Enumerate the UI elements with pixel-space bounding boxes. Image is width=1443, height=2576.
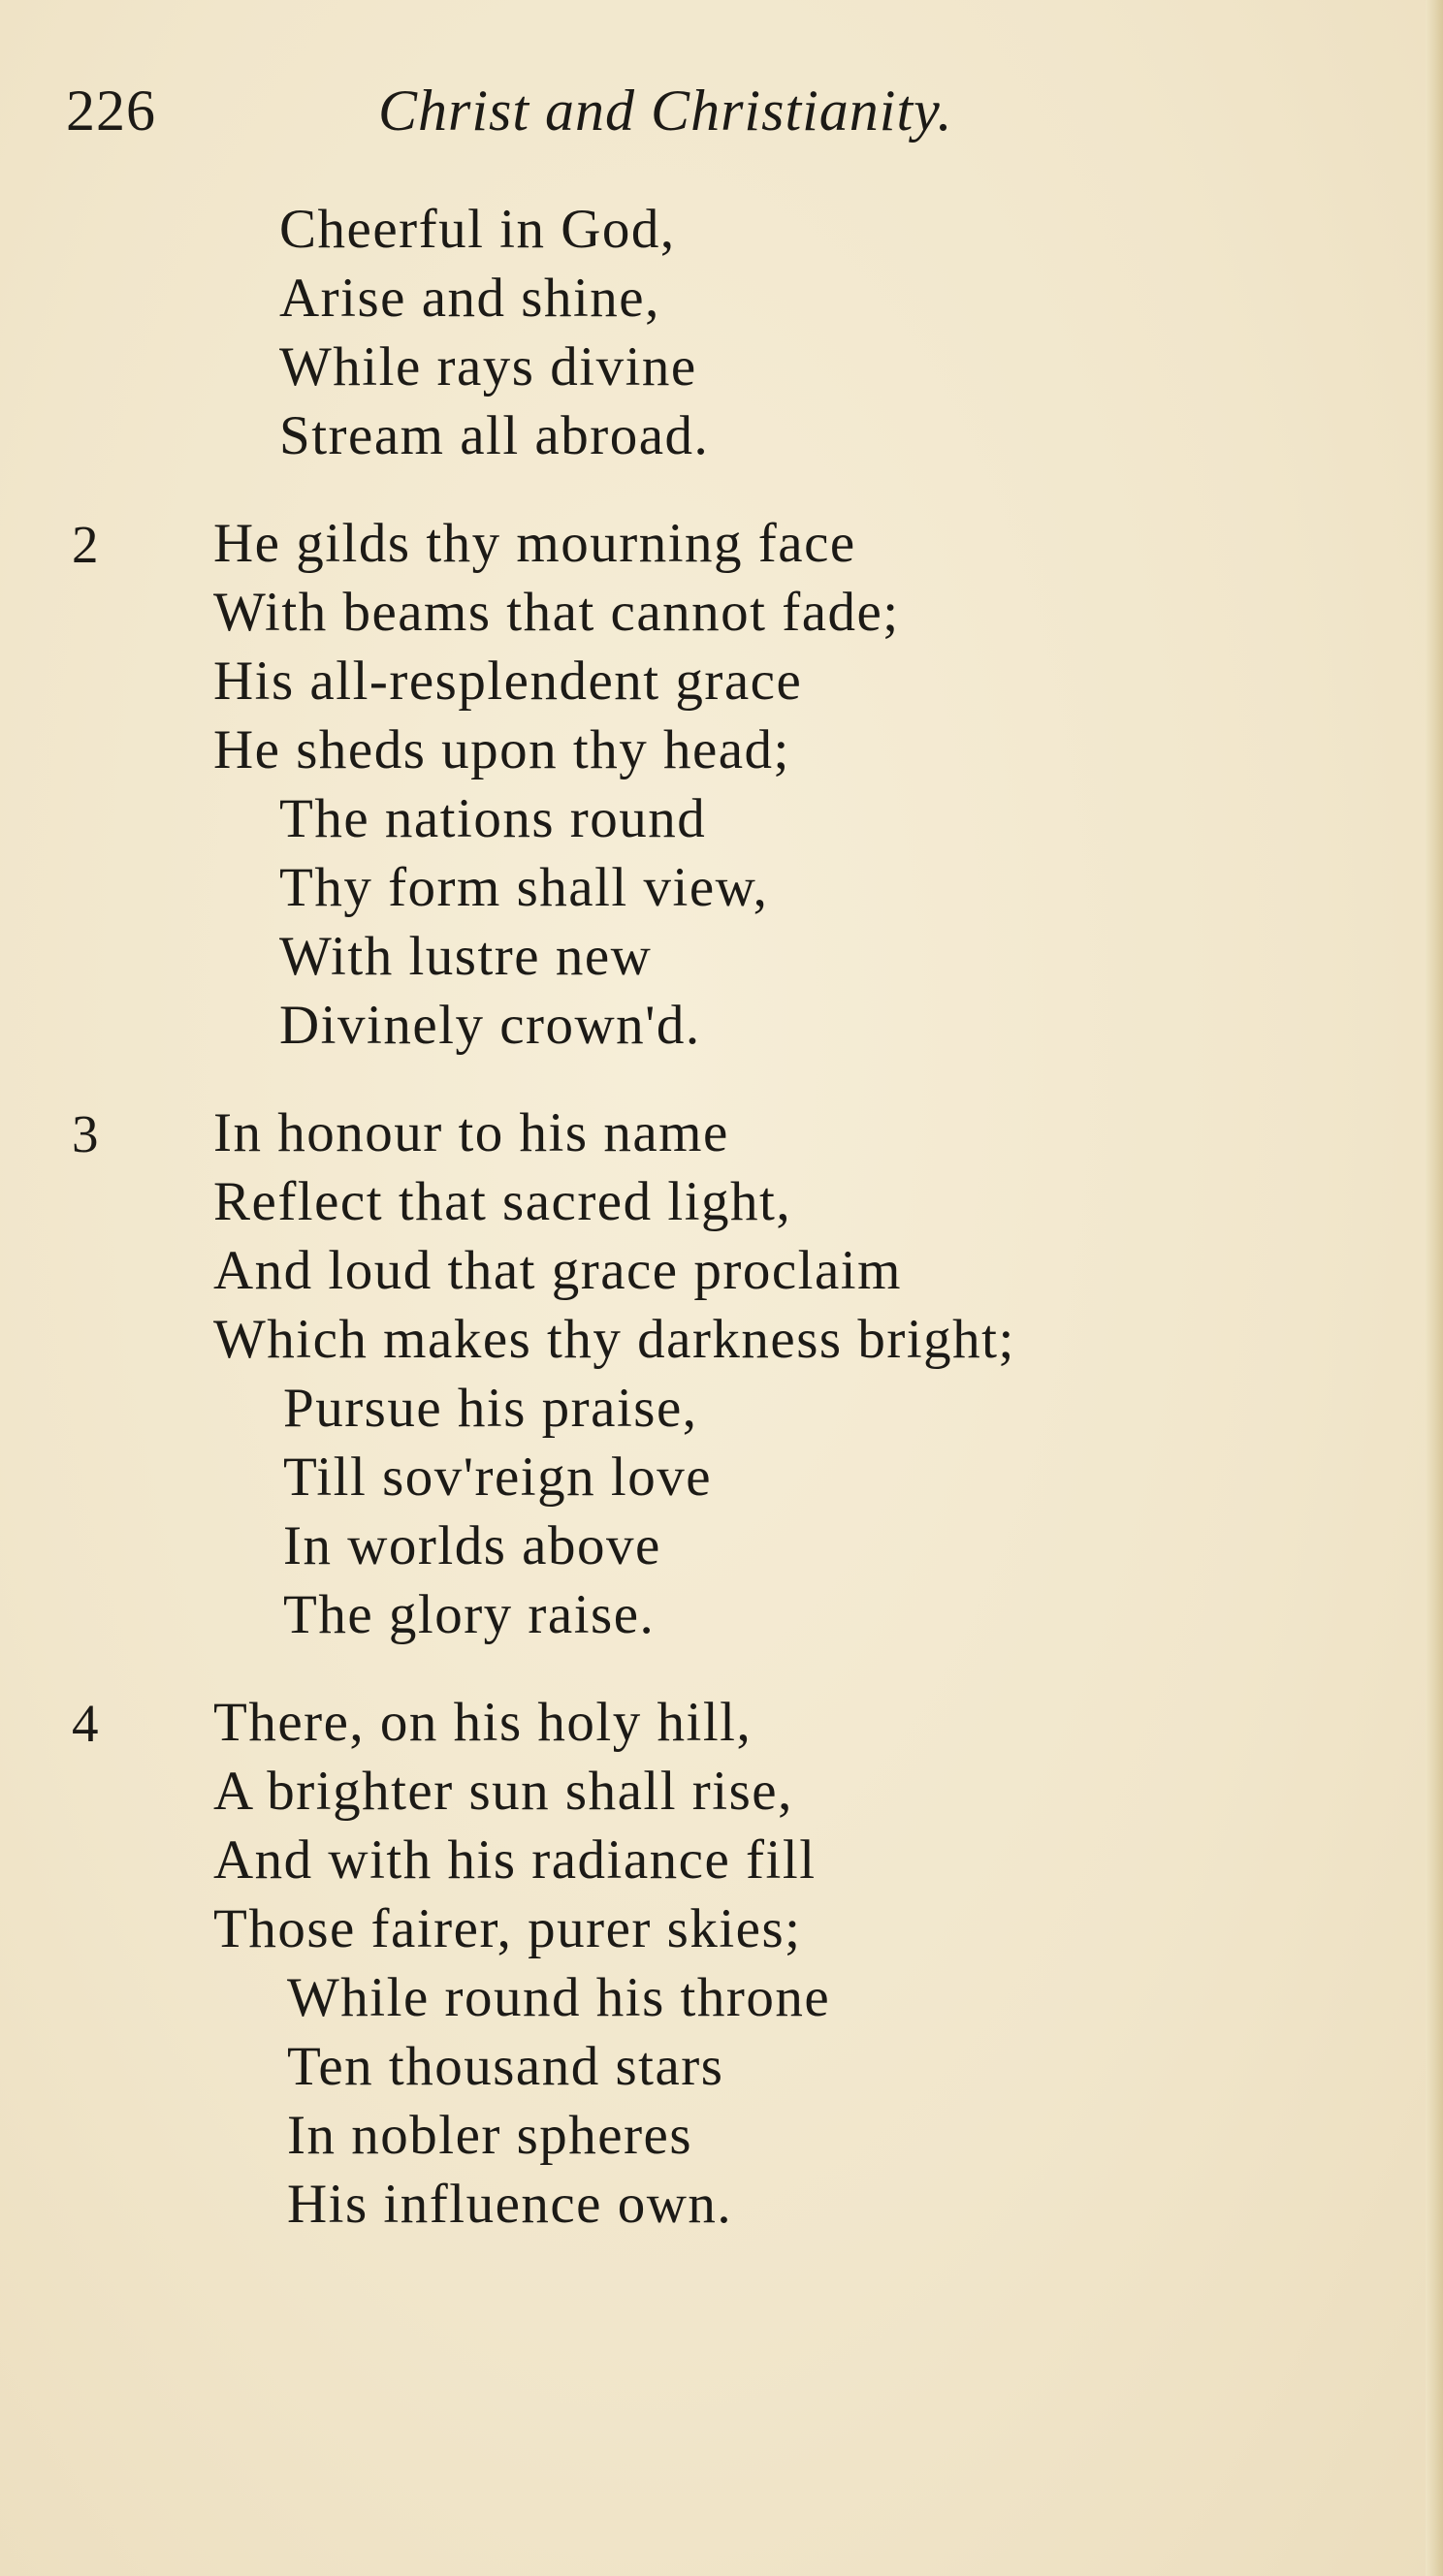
verse-line: With beams that cannot fade; bbox=[213, 582, 900, 643]
verse-line: Pursue his praise, bbox=[283, 1378, 698, 1439]
page-edge bbox=[1426, 0, 1443, 2576]
verse-line: He sheds upon thy head; bbox=[213, 719, 790, 780]
verse-line: Thy form shall view, bbox=[279, 857, 769, 918]
verse-line: And with his radiance fill bbox=[213, 1829, 817, 1891]
verse-line: Those fairer, purer skies; bbox=[213, 1898, 802, 1959]
verse-line: The nations round bbox=[279, 788, 707, 849]
verse-line: A brighter sun shall rise, bbox=[213, 1761, 793, 1822]
verse-line: Which makes thy darkness bright; bbox=[213, 1309, 1015, 1370]
verse-line: With lustre new bbox=[279, 926, 653, 987]
verse-line: Arise and shine, bbox=[279, 268, 660, 329]
verse-line: His all-resplendent grace bbox=[213, 651, 803, 712]
verse-line: He gilds thy mourning face bbox=[213, 513, 856, 574]
verse-line: In nobler spheres bbox=[287, 2105, 693, 2166]
verse-line: Reflect that sacred light, bbox=[213, 1171, 792, 1232]
verse-line: Ten thousand stars bbox=[287, 2036, 724, 2097]
verse-line: Divinely crown'd. bbox=[279, 995, 701, 1056]
verse-line: His influence own. bbox=[287, 2174, 733, 2235]
verse-line: While rays divine bbox=[279, 336, 697, 398]
running-title: Christ and Christianity. bbox=[378, 79, 953, 143]
verse-line: And loud that grace proclaim bbox=[213, 1240, 902, 1301]
stanza-number: 4 bbox=[72, 1694, 99, 1753]
page-number: 226 bbox=[66, 79, 156, 143]
stanza-number: 3 bbox=[72, 1104, 99, 1163]
verse-line: Till sov'reign love bbox=[283, 1447, 713, 1508]
verse-line: Cheerful in God, bbox=[279, 199, 676, 260]
verse-line: Stream all abroad. bbox=[279, 405, 710, 466]
verse-line: In worlds above bbox=[283, 1515, 661, 1576]
verse-line: The glory raise. bbox=[283, 1584, 656, 1645]
verse-line: There, on his holy hill, bbox=[213, 1692, 753, 1753]
page-header bbox=[0, 78, 1443, 155]
verse-line: In honour to his name bbox=[213, 1102, 729, 1163]
stanza-number: 2 bbox=[72, 515, 99, 574]
verse-line: While round his throne bbox=[287, 1967, 831, 2028]
